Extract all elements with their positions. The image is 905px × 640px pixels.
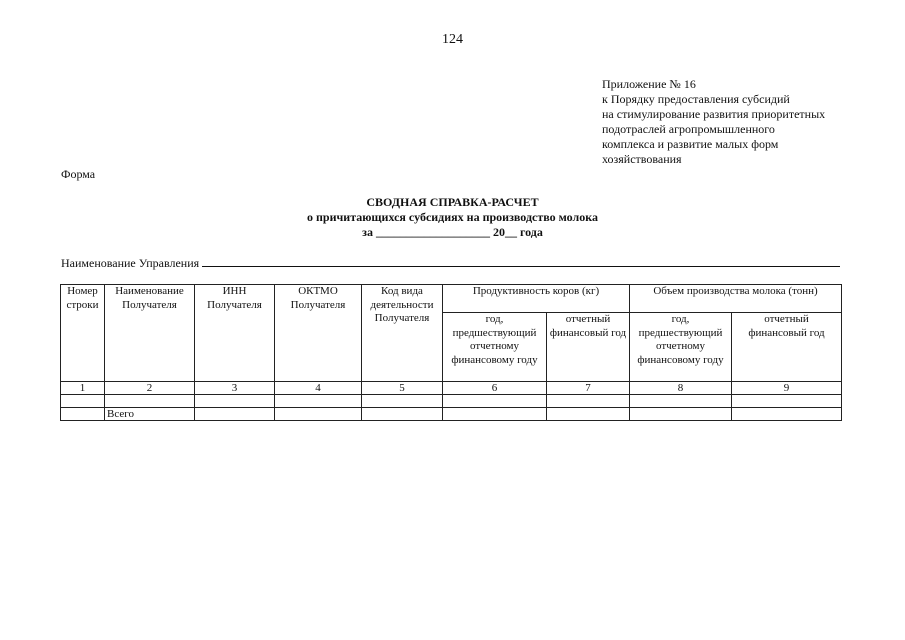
header-productivity-current-year: отчетный финансовый год <box>547 313 630 382</box>
header-recipient-name: Наименование Получателя <box>105 285 195 382</box>
table-cell <box>195 395 275 408</box>
column-number: 8 <box>630 382 732 395</box>
table-cell <box>362 395 443 408</box>
table-cell <box>105 395 195 408</box>
header-activity-code: Код вида деятельности Получателя <box>362 285 443 382</box>
table-cell <box>630 395 732 408</box>
total-label: Всего <box>105 408 195 421</box>
document-title <box>0 195 905 240</box>
table-cell <box>362 408 443 421</box>
column-number: 9 <box>732 382 842 395</box>
table-cell <box>275 395 362 408</box>
form-label: Форма <box>61 167 96 181</box>
department-field <box>61 255 840 271</box>
header-inn: ИНН Получателя <box>195 285 275 382</box>
total-row <box>61 408 842 421</box>
appendix-line: комплекса и развитие малых форм <box>602 137 779 151</box>
table-row <box>61 395 842 408</box>
header-milk-volume: Объем производства молока (тонн) <box>630 285 842 313</box>
table-cell <box>443 395 547 408</box>
title-line-2: о причитающихся субсидиях на производство молока <box>307 210 598 224</box>
column-number: 7 <box>547 382 630 395</box>
column-number: 3 <box>195 382 275 395</box>
table-cell <box>732 395 842 408</box>
appendix-line: подотраслей агропромышленного <box>602 122 775 136</box>
header-volume-prev-year: год, предшествующий отчетному финансовому году <box>630 313 732 382</box>
table-cell <box>275 408 362 421</box>
appendix-note <box>602 77 825 167</box>
column-number: 1 <box>61 382 105 395</box>
header-row-number: Номер строки <box>61 285 105 382</box>
appendix-line: хозяйствования <box>602 152 682 166</box>
table-cell <box>195 408 275 421</box>
table-cell <box>732 408 842 421</box>
table-cell <box>547 395 630 408</box>
column-number: 6 <box>443 382 547 395</box>
table-cell <box>443 408 547 421</box>
department-label: Наименование Управления <box>61 256 200 270</box>
column-number: 5 <box>362 382 443 395</box>
title-line-3: за ___________________ 20__ года <box>362 225 543 239</box>
table-cell <box>61 408 105 421</box>
column-number: 2 <box>105 382 195 395</box>
title-line-1: СВОДНАЯ СПРАВКА-РАСЧЕТ <box>366 195 539 209</box>
appendix-line: на стимулирование развития приоритетных <box>602 107 826 121</box>
column-number: 4 <box>275 382 362 395</box>
page-number: 124 <box>442 32 463 47</box>
header-productivity-prev-year: год, предшествующий отчетному финансовому году <box>443 313 547 382</box>
appendix-line: Приложение № 16 <box>602 77 696 91</box>
table-cell <box>547 408 630 421</box>
table-cell <box>630 408 732 421</box>
header-volume-current-year: отчетный финансовый год <box>732 313 842 382</box>
header-cow-productivity: Продуктивность коров (кг) <box>443 285 630 313</box>
table-cell <box>61 395 105 408</box>
header-oktmo: ОКТМО Получателя <box>275 285 362 382</box>
department-blank-line <box>202 255 840 267</box>
appendix-line: к Порядку предоставления субсидий <box>602 92 790 106</box>
calculation-table <box>60 284 842 421</box>
